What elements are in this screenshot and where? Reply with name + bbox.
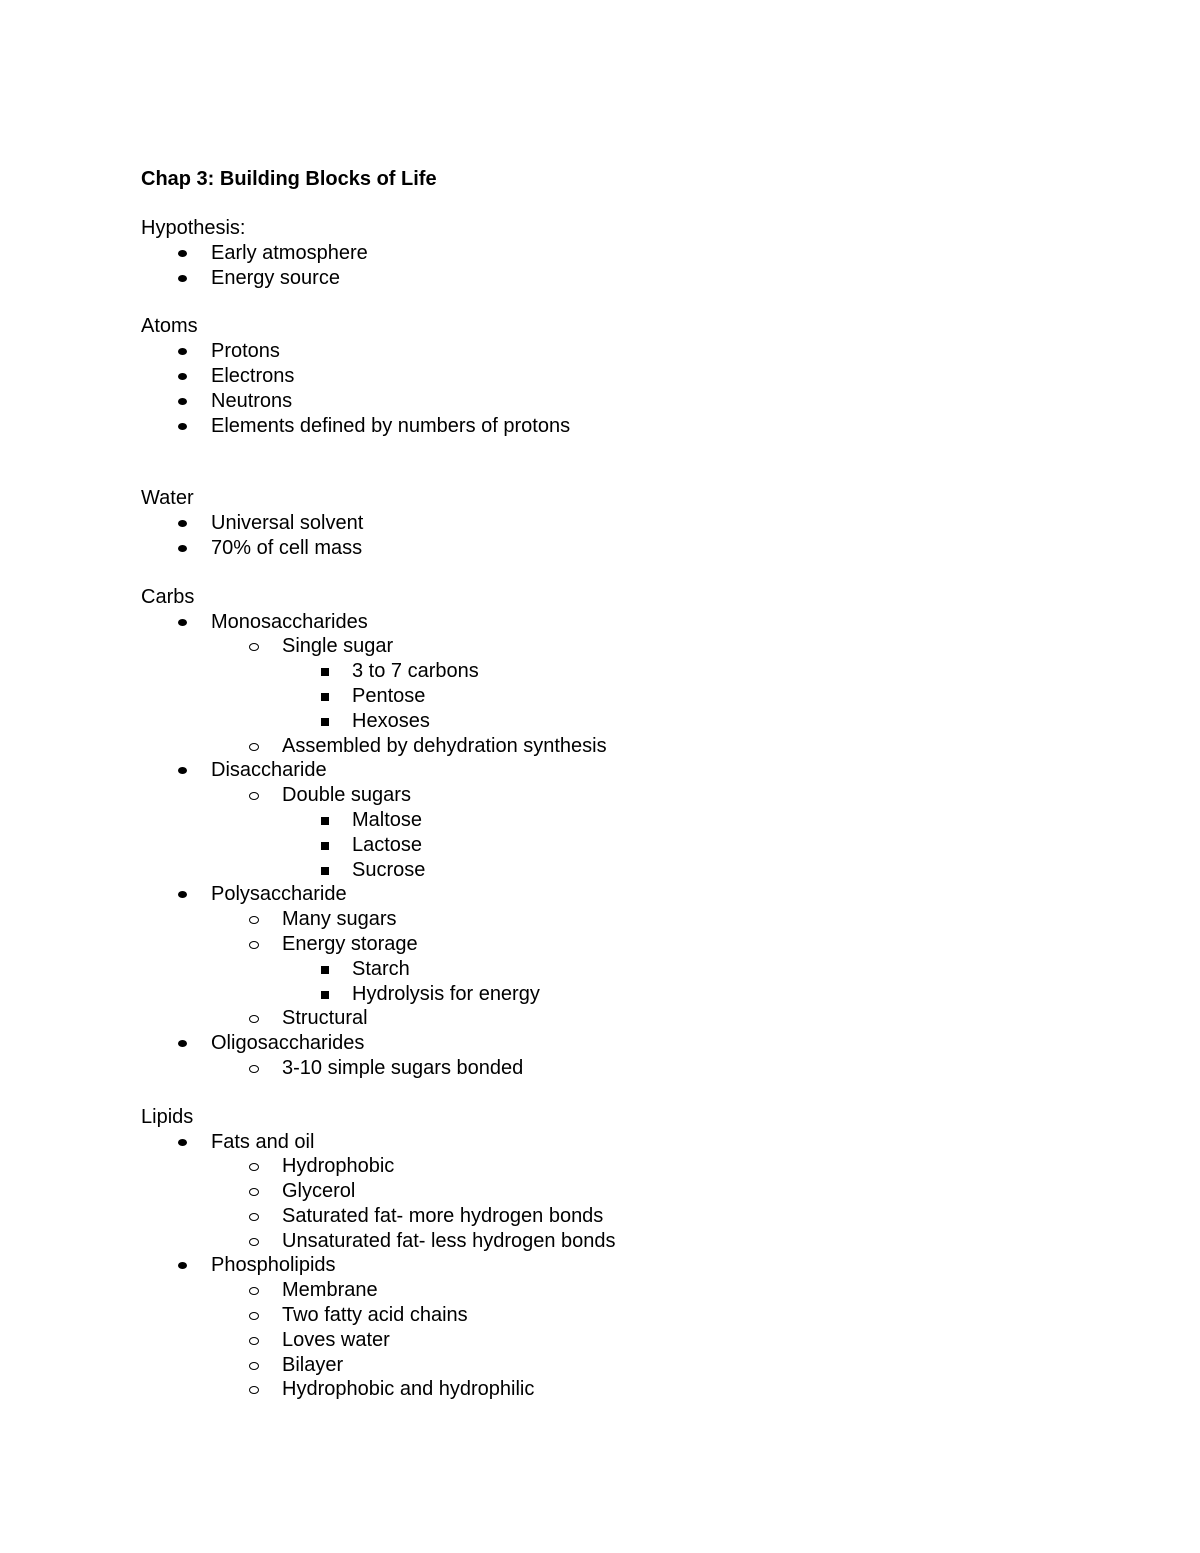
list-item-text: 70% of cell mass [211, 536, 363, 559]
list-item-text: Two fatty acid chains [282, 1304, 468, 1327]
list-item-text: Double sugars [282, 784, 411, 807]
list-item [141, 634, 1121, 659]
list-item [141, 364, 1121, 389]
list-item-text: Hydrophobic and hydrophilic [282, 1378, 535, 1401]
list-item [141, 1130, 1121, 1155]
list-item-text: Saturated fat- more hydrogen bonds [282, 1204, 604, 1227]
list-item-text: Single sugar [282, 635, 394, 658]
section-heading-hypothesis: Hypothesis: [141, 217, 246, 239]
document-page [141, 166, 1121, 1402]
list-item [141, 1253, 1121, 1278]
list-item [141, 1229, 1121, 1254]
list-item [141, 1154, 1121, 1179]
list-item-text: Membrane [282, 1279, 378, 1302]
section-heading-atoms: Atoms [141, 315, 198, 338]
list-item-text: Bilayer [282, 1353, 344, 1376]
list-item-text: Protons [211, 340, 280, 363]
list-item-text: Elements defined by numbers of protons [211, 414, 571, 437]
list-item-text: Energy storage [282, 932, 418, 955]
list-item [141, 266, 1121, 291]
list-item [141, 758, 1121, 783]
spacer [141, 438, 1121, 486]
list-item-text: Polysaccharide [211, 883, 347, 906]
list-item [141, 1353, 1121, 1378]
list-item [141, 1006, 1121, 1031]
list-item [141, 536, 1121, 561]
list-item-text: Many sugars [282, 908, 397, 931]
list-item [141, 957, 1121, 982]
list-item-text: Loves water [282, 1328, 390, 1351]
list-item-text: Assembled by dehydration synthesis [282, 734, 607, 757]
list-item [141, 511, 1121, 536]
list-item-text: Electrons [211, 364, 295, 387]
list-item-text: Lactose [352, 833, 423, 856]
list-item-text: Universal solvent [211, 512, 364, 535]
list-item-text: 3-10 simple sugars bonded [282, 1056, 524, 1079]
list-item [141, 389, 1121, 414]
spacer [141, 192, 1121, 216]
list-item [141, 1031, 1121, 1056]
list-item [141, 1377, 1121, 1402]
list-item-text: Pentose [352, 684, 426, 707]
list-item [141, 414, 1121, 439]
list-item-text: Fats and oil [211, 1130, 315, 1153]
list-item [141, 858, 1121, 883]
list-item-text: Maltose [352, 808, 423, 831]
list-item [141, 1278, 1121, 1303]
list-item [141, 808, 1121, 833]
spacer [141, 561, 1121, 585]
list-item-text: Structural [282, 1007, 368, 1030]
list-item [141, 932, 1121, 957]
spacer [141, 1081, 1121, 1105]
section-heading-lipids: Lipids [141, 1105, 194, 1128]
document-title: Chap 3: Building Blocks of Life [141, 168, 437, 190]
spacer [141, 290, 1121, 314]
list-item-text: Hydrolysis for energy [352, 982, 540, 1005]
list-item [141, 982, 1121, 1007]
list-item-text: Hydrophobic [282, 1155, 395, 1178]
list-item [141, 1328, 1121, 1353]
list-item-text: Oligosaccharides [211, 1032, 365, 1055]
list-item [141, 610, 1121, 635]
list-item [141, 1303, 1121, 1328]
list-item [141, 241, 1121, 266]
list-item [141, 833, 1121, 858]
list-item-text: Phospholipids [211, 1254, 336, 1277]
list-item-text: Unsaturated fat- less hydrogen bonds [282, 1229, 616, 1252]
list-item [141, 1056, 1121, 1081]
list-item-text: Energy source [211, 266, 340, 289]
list-item-text: Disaccharide [211, 759, 327, 782]
section-heading-carbs: Carbs [141, 585, 195, 608]
list-item [141, 783, 1121, 808]
list-item [141, 1179, 1121, 1204]
list-item-text: Neutrons [211, 389, 293, 412]
list-item [141, 882, 1121, 907]
list-item [141, 734, 1121, 759]
list-item [141, 339, 1121, 364]
list-item-text: 3 to 7 carbons [352, 660, 479, 683]
list-item-text: Early atmosphere [211, 241, 368, 264]
list-item [141, 907, 1121, 932]
list-item [141, 1204, 1121, 1229]
list-item [141, 659, 1121, 684]
list-item-text: Sucrose [352, 858, 426, 881]
list-item-text: Glycerol [282, 1180, 356, 1203]
list-item-text: Starch [352, 957, 410, 980]
list-item [141, 684, 1121, 709]
list-item [141, 709, 1121, 734]
section-heading-water: Water [141, 487, 194, 510]
list-item-text: Monosaccharides [211, 610, 368, 633]
list-item-text: Hexoses [352, 709, 430, 732]
